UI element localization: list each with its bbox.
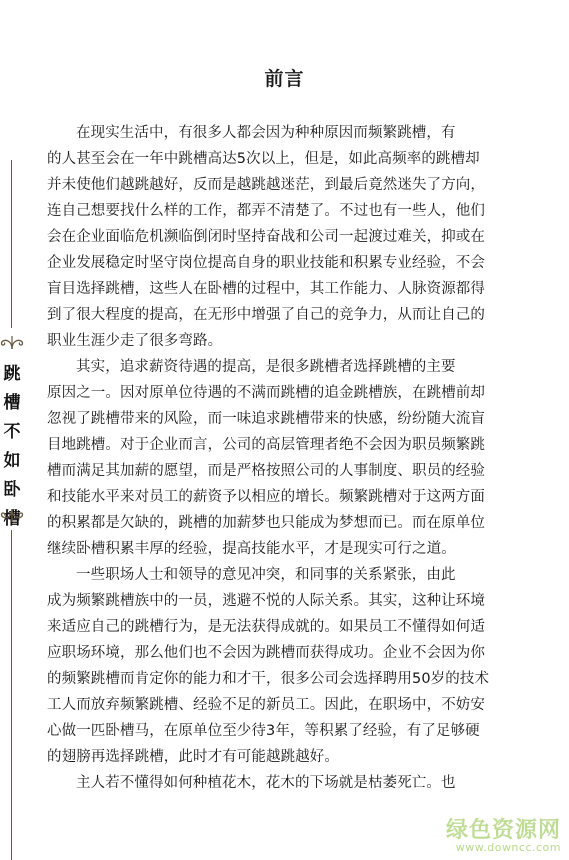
- page-title: 前言: [264, 68, 305, 90]
- paragraph: [47, 770, 559, 796]
- side-title-char: 槽: [3, 393, 21, 413]
- text-line: 主人若不懂得如何种植花木，花木的下场就是枯萎死亡。也: [76, 775, 456, 791]
- text-line: 一些职场人士和领导的意见冲突，和同事的关系紧张，由此: [76, 567, 456, 583]
- text-line: 原因之一。因对原单位待遇的不满而跳槽的追金跳槽族，在跳槽前却: [47, 385, 485, 401]
- ornament-top-icon: [0, 336, 24, 350]
- text-line: 会在企业面临危机濒临倒闭时坚持奋战和公司一起渡过难关，抑或在: [47, 229, 485, 245]
- text-line: 的频繁跳槽而肯定你的能力和才干，很多公司会选择聘用50岁的技术: [47, 671, 490, 687]
- text-line: 成为频繁跳槽族中的一员，逃避不悦的人际关系。其实，这种让环境: [47, 593, 485, 609]
- text-line: 的翅膀再选择跳槽，此时才有可能越跳越好。: [47, 749, 339, 765]
- text-line: 职业生涯少走了很多弯路。: [47, 333, 223, 349]
- text-line: 盲目选择跳槽，这些人在卧槽的过程中，其工作能力、人脉资源都得: [47, 281, 485, 297]
- text-line: 的积累都是欠缺的，跳槽的加薪梦也只能成为梦想而已。而在原单位: [47, 515, 485, 531]
- side-rule-bottom: [11, 530, 12, 860]
- paragraph: [47, 120, 559, 354]
- text-line: 应职场环境，那么他们也不会因为跳槽而获得成功。企业不会因为你: [47, 645, 485, 661]
- watermark-logo: [446, 813, 561, 854]
- text-line: 的人甚至会在一年中跳槽高达5次以上，但是，如此高频率的跳槽却: [47, 151, 480, 167]
- side-decoration: [0, 160, 30, 850]
- text-line: 到了很大程度的提高，在无形中增强了自己的竞争力，从而让自己的: [47, 307, 485, 323]
- text-line: 在现实生活中，有很多人都会因为种种原因而频繁跳槽，有: [76, 125, 456, 141]
- text-line: 来适应自己的跳槽行为，是无法获得成就的。如果员工不懂得如何适: [47, 619, 485, 635]
- paragraph: [47, 562, 559, 770]
- text-line: 目地跳槽。对于企业而言，公司的高层管理者绝不会因为职员频繁跳: [47, 437, 485, 453]
- body-text: [47, 120, 559, 796]
- side-rule-top: [11, 160, 12, 328]
- text-line: 并未使他们越跳越好，反而是越跳越迷茫，到最后竟然迷失了方向，: [47, 177, 485, 193]
- text-line: 其实，追求薪资待遇的提高，是很多跳槽者选择跳槽的主要: [76, 359, 456, 375]
- side-title-char: 卧: [3, 480, 21, 500]
- side-title-char: 槽: [3, 509, 21, 529]
- watermark-url: www.downcc.com: [455, 841, 561, 854]
- side-title-char: 不: [3, 422, 21, 442]
- text-line: 和技能水平来对员工的薪资予以相应的增长。频繁跳槽对于这两方面: [47, 489, 485, 505]
- text-line: 槽而满足其加薪的愿望，而是严格按照公司的人事制度、职员的经验: [47, 463, 485, 479]
- paragraph: [47, 354, 559, 562]
- watermark-text: 绿色资源网: [445, 818, 561, 843]
- text-line: 继续卧槽积累丰厚的经验，提高技能水平，才是现实可行之道。: [47, 541, 456, 557]
- text-line: 忽视了跳槽带来的风险，而一味追求跳槽带来的快感，纷纷随大流盲: [47, 411, 485, 427]
- text-line: 连自己想要找什么样的工作，都弄不清楚了。不过也有一些人，他们: [47, 203, 485, 219]
- side-title-char: 跳: [3, 364, 21, 384]
- text-line: 心做一匹卧槽马，在原单位至少待3年，等积累了经验，有了足够硬: [47, 723, 480, 739]
- ornament-bottom-icon: [0, 508, 24, 522]
- side-title-char: 如: [3, 451, 21, 471]
- text-line: 企业发展稳定时坚守岗位提高自身的职业技能和积累专业经验，不会: [47, 255, 485, 271]
- text-line: 工人而放弃频繁跳槽、经验不足的新员工。因此，在职场中，不妨安: [47, 697, 485, 713]
